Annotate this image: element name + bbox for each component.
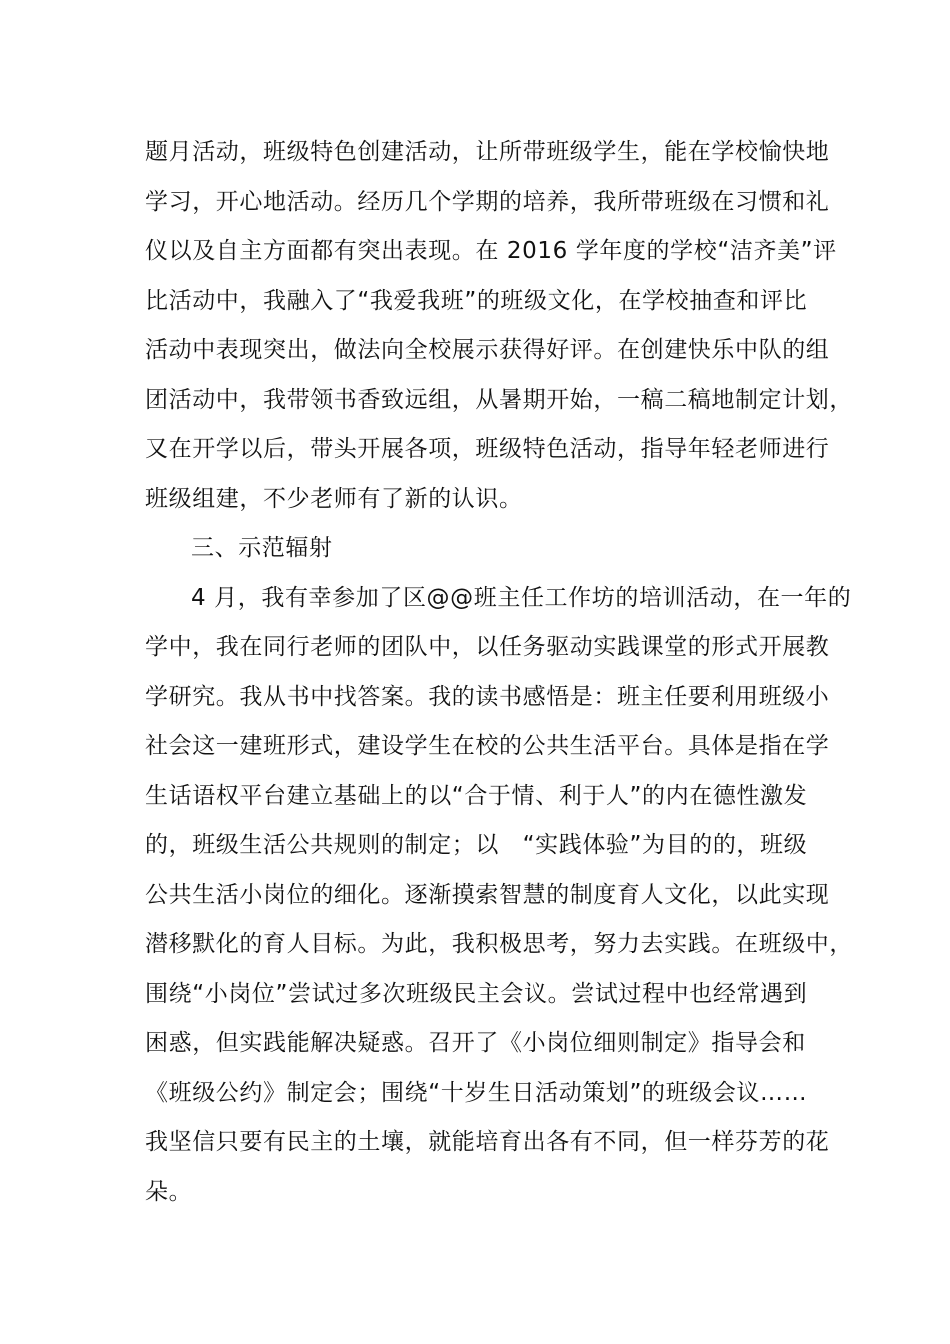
- text-line: 我坚信只要有民主的土壤，就能培育出各有不同，但一样芬芳的花: [145, 1129, 830, 1155]
- text-line: 又在开学以后，带头开展各项，班级特色活动，指导年轻老师进行: [145, 436, 830, 462]
- text-line: 学习，开心地活动。经历几个学期的培养，我所带班级在习惯和礼: [145, 188, 830, 215]
- text-line: 仪以及自主方面都有突出表现。在 2016 学年度的学校“洁齐美”评: [145, 238, 837, 264]
- text-line: 题月活动，班级特色创建活动，让所带班级学生，能在学校愉快地: [145, 139, 830, 165]
- paragraph-first-line: 4 月，我有幸参加了区@@班主任工作坊的培训活动，在一年的: [191, 584, 852, 611]
- text-line: 比活动中，我融入了“我爱我班”的班级文化，在学校抽查和评比: [145, 287, 808, 314]
- text-line: 的，班级生活公共规则的制定；以 “实践体验”为目的的，班级: [145, 832, 808, 858]
- text-line: 学研究。我从书中找答案。我的读书感悟是：班主任要利用班级小: [145, 683, 830, 710]
- text-line: 困惑，但实践能解决疑惑。召开了《小岗位细则制定》指导会和: [145, 1030, 806, 1056]
- text-line: 围绕“小岗位”尝试过多次班级民主会议。尝试过程中也经常遇到: [145, 980, 808, 1007]
- text-line: [145, 1217, 825, 1267]
- text-line: 团活动中，我带领书香致远组，从暑期开始，一稿二稿地制定计划，: [145, 386, 853, 413]
- text-line: 社会这一建班形式，建设学生在校的公共生活平台。具体是指在学: [145, 733, 830, 759]
- text-line: 班级组建，不少老师有了新的认识。: [145, 485, 523, 512]
- section-heading: 三、示范辐射: [191, 535, 333, 561]
- text-line: 学中，我在同行老师的团队中，以任务驱动实践课堂的形式开展教: [145, 634, 830, 660]
- text-line: 公共生活小岗位的细化。逐渐摸索智慧的制度育人文化，以此实现: [145, 881, 830, 908]
- text-line: 朵。: [145, 1178, 193, 1205]
- text-line: 活动中表现突出，做法向全校展示获得好评。在创建快乐中队的组: [145, 337, 830, 363]
- text-line: 生话语权平台建立基础上的以“合于情、利于人”的内在德性激发: [145, 782, 808, 809]
- text-line: 潜移默化的育人目标。为此，我积极思考，努力去实践。在班级中，: [145, 931, 853, 957]
- body-text: [145, 128, 853, 1267]
- text-line: 《班级公约》制定会；围绕“十岁生日活动策划”的班级会议……: [145, 1079, 808, 1106]
